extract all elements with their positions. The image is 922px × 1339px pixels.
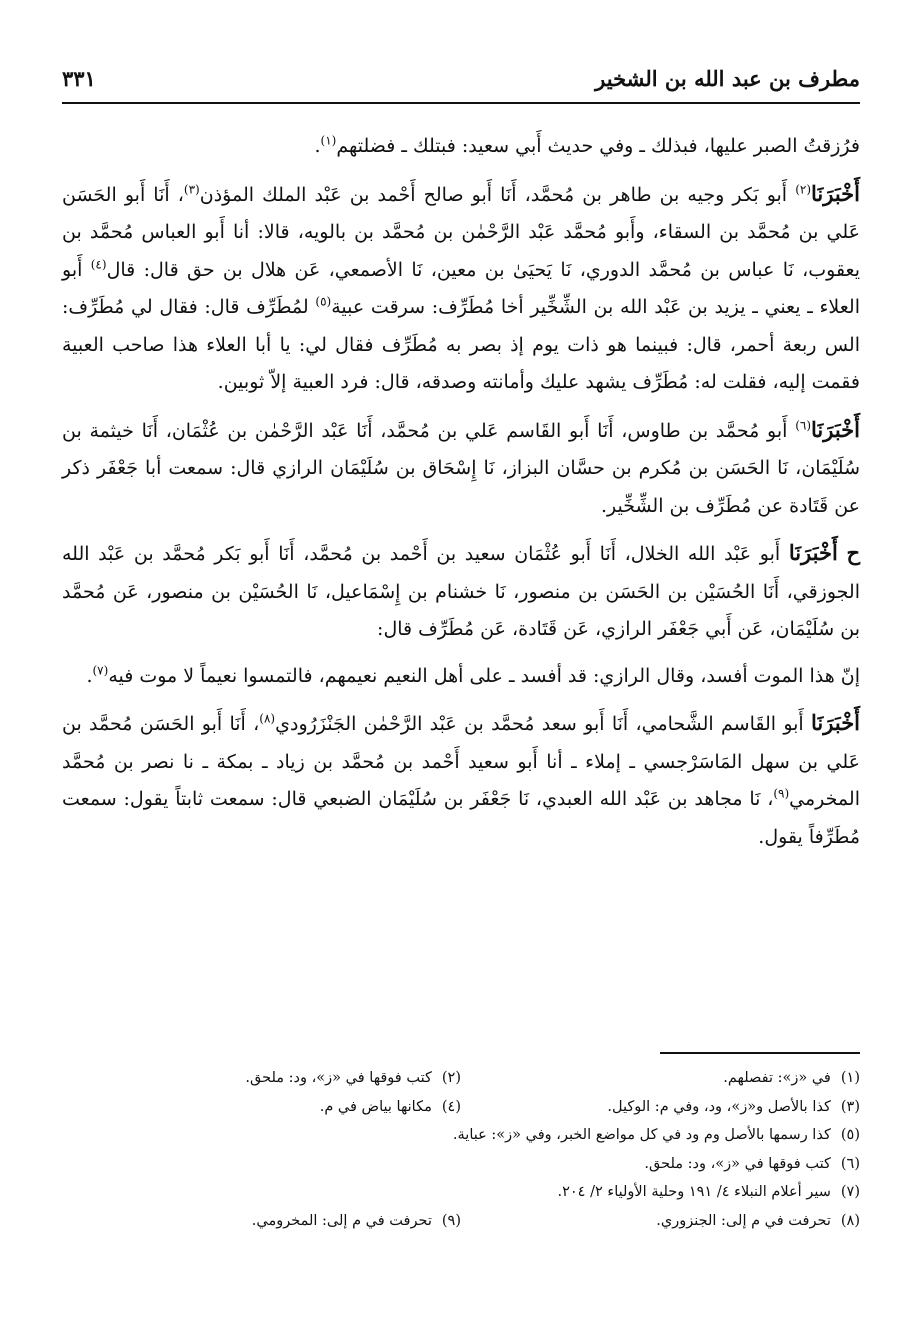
footnote-row	[62, 1178, 860, 1207]
paragraph-text: أَبو مُحمَّد بن طاوس، أَنَا أَبو القَاسم عَلي بن مُحمَّد، أَنَا عَبْد الرَّحْمٰن بن عُثْمَان، أَنَا خيثمة بن سُلَيْمَان، نَا الحَسَن بن مُكرم بن حسَّان البزاز، نَا إِسْحَاق بن سُلَيْمَان الرازي قال: سمعت أبا جَعْفَر ذكر عن قَتَادة عن مُطَرِّف بن الشِّخِّير.	[62, 419, 860, 517]
footnote-text: كذا بالأصل و«ز»، ود، وفي م: الوكيل.	[607, 1098, 831, 1115]
footnote-text: تحرفت في م إلى: المخرومي.	[251, 1212, 432, 1229]
paragraph-tail: .	[314, 135, 321, 157]
paragraph-text: أَبو بَكر وجيه بن طاهر بن مُحمَّد، أَنَا أَبو صالح أَحْمد بن عَبْد الملك المؤذن	[199, 183, 788, 206]
footnote-item	[62, 1093, 461, 1122]
paragraph-text: ، أَنَا أَبو الحَسَن مُحمَّد بن عَلي بن سهل المَاسَرْجسي ـ إملاء ـ أنا أَبو سعيد أَحْمد بن مُحمَّد بن زياد ـ بمكة ـ نا نصر بن مُحمَّد المخرمي	[62, 713, 860, 810]
lead-prefix: ح	[846, 540, 860, 565]
lead-word: أَخْبَرَنَا	[811, 710, 861, 735]
footnote-ref: (٧)	[92, 663, 109, 678]
footnote-item	[62, 1207, 461, 1236]
paragraph-2	[62, 175, 860, 402]
lead-word: أَخْبَرَنَا	[788, 540, 838, 565]
footnote-text: تحرفت في م إلى: الجنزوري.	[656, 1212, 831, 1229]
footnote-number: (٧)	[840, 1184, 860, 1200]
footnote-row	[62, 1064, 860, 1093]
page-header	[62, 60, 860, 104]
footnote-item	[644, 1150, 860, 1179]
paragraph-text: أَبو العلاء ـ يعني ـ يزيد بن عَبْد الله بن الشِّخِّير أخا مُطَرِّف: سرقت عبية	[62, 258, 860, 318]
paragraph-text: إنّ هذا الموت أفسد، وقال الرازي: قد أفسد ـ على أهل النعيم نعيمهم، فالتمسوا نعيماً لا موت فيه	[108, 664, 860, 687]
footnote-text: سير أعلام النبلاء ٤/ ١٩١ وحلية الأولياء ٢/ ٢٠٤.	[557, 1184, 831, 1200]
footnote-row	[62, 1093, 860, 1122]
footnote-text: مكانها بياض في م.	[319, 1098, 432, 1115]
footnote-item	[557, 1178, 860, 1207]
lead-word: أَخْبَرَنَا	[811, 416, 860, 442]
footnote-item	[461, 1093, 860, 1122]
paragraph-6	[62, 704, 860, 856]
paragraph-1	[62, 128, 860, 166]
paragraph-5	[62, 658, 860, 696]
footnote-text: كتب فوقها في «ز»، ود: ملحق.	[644, 1155, 831, 1172]
footnote-ref: (٢)	[795, 182, 812, 197]
footnote-ref: (٩)	[773, 786, 790, 801]
paragraph-4	[62, 534, 860, 649]
footnote-ref: (٤)	[90, 257, 107, 272]
footnote-number: (٩)	[441, 1212, 461, 1229]
footnote-number: (٣)	[840, 1098, 860, 1115]
paragraph-text: أَبو القَاسم الشَّحامي، أَنَا أَبو سعد مُحمَّد بن عَبْد الرَّحْمٰن الجَنْزَرُودي	[275, 713, 804, 735]
footnote-text: كتب فوقها في «ز»، ود: ملحق.	[245, 1070, 432, 1086]
footnote-item	[461, 1207, 860, 1236]
running-title: مطرف بن عبد الله بن الشخير	[595, 66, 860, 91]
footnote-number: (٢)	[441, 1070, 461, 1086]
lead-word: أَخْبَرَنَا	[811, 180, 860, 206]
footnotes	[62, 1064, 860, 1235]
paragraph-text: لمُطَرِّف قال: فقال لي مُطَرِّف: الس ربعة أحمر، قال: فبينما هو ذات يوم إذ بصر به مُطَرِّف فقال لي: يا أبا العلاء هذا صاحب العبية فقمت إليه، فقلت له: مُطَرِّف يشهد عليك وأمانته وصدقه، قال: فرد العبية إلاّ ثوبين.	[62, 296, 860, 393]
footnote-text: في «ز»: تفصلهم.	[723, 1070, 831, 1086]
main-text	[62, 128, 860, 865]
footnote-item	[453, 1121, 860, 1150]
paragraph-3	[62, 411, 860, 526]
page-number: ٣٣١	[62, 66, 96, 91]
footnote-ref: (٨)	[259, 711, 276, 726]
footnote-number: (٥)	[840, 1127, 860, 1143]
footnote-ref: (٣)	[183, 182, 200, 197]
paragraph-text: ، نَا مجاهد بن عَبْد الله العبدي، نَا جَعْفَر بن سُلَيْمَان الضبعي قال: سمعت ثابتاً يقول: سمعت مُطَرِّفاً يقول.	[62, 788, 860, 848]
footnote-divider	[660, 1052, 860, 1054]
footnote-number: (٦)	[840, 1155, 860, 1172]
footnote-row	[62, 1207, 860, 1236]
footnote-ref: (٦)	[795, 418, 812, 433]
footnote-text: كذا رسمها بالأصل وم ود في كل مواضع الخبر، وفي «ز»: عباية.	[452, 1127, 831, 1143]
footnote-row	[62, 1150, 860, 1179]
footnote-ref: (٥)	[315, 294, 332, 309]
footnote-number: (١)	[840, 1070, 860, 1086]
paragraph-tail: .	[86, 664, 93, 687]
footnote-item	[461, 1064, 860, 1093]
paragraph-text: أَبو عَبْد الله الخلال، أَنَا أَبو عُثْمَان سعيد بن أَحْمد بن مُحمَّد، أَنَا أَبو بَكر مُحمَّد بن عَبْد الله الجوزقي، أَنَا الحُسَيْن بن الحَسَن بن منصور، نَا خشنام بن إِسْمَاعيل، نَا الحُسَيْن بن منصور، عَن مُحمَّد بن سُلَيْمَان، عَن أَبي جَعْفَر الرازي، عَن قَتَادة، عَن مُطَرِّف قال:	[62, 543, 860, 640]
footnote-number: (٤)	[441, 1098, 461, 1115]
footnote-item	[62, 1064, 461, 1093]
footnote-number: (٨)	[840, 1212, 860, 1229]
footnote-row	[62, 1121, 860, 1150]
paragraph-text: ، أَنَا أَبو الحَسَن عَلي بن مُحمَّد بن السقاء، وأَبو مُحمَّد عَبْد الرَّحْمٰن بن مُحمَّد بن بالويه، قالا: أنا أَبو العباس مُحمَّد بن يعقوب، نَا عباس بن مُحمَّد الدوري، نَا يَحيَىٰ بن معين، نَا الأصمعي، عَن هلال بن حق قال: قال	[62, 183, 861, 281]
footnote-ref: (١)	[320, 133, 337, 148]
paragraph-text: فرُزقتُ الصبر عليها، فبذلك ـ وفي حديث أَبي سعيد: فبتلك ـ فضلتهم	[336, 135, 860, 157]
